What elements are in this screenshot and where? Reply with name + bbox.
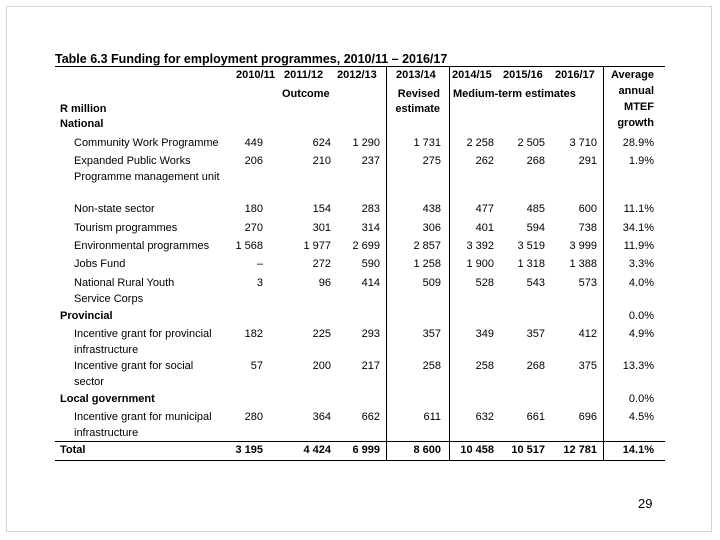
table-cell: 217 [361,360,380,372]
row-label: Non-state sector [74,203,155,215]
table-cell: 10 517 [511,444,545,456]
table-cell: 375 [578,360,597,372]
table-cell: 2 505 [517,137,545,149]
table-cell: 624 [312,137,331,149]
column-header-year: 2016/17 [555,69,595,81]
table-cell: 449 [244,137,263,149]
table-cell: 301 [312,222,331,234]
unit-label: R million [60,103,107,115]
table-cell: 590 [361,258,380,270]
table-cell: 268 [526,155,545,167]
table-cell: 632 [475,411,494,423]
table-cell: 154 [312,203,331,215]
row-label: sector [74,376,104,388]
table-cell: 210 [312,155,331,167]
table-cell: 180 [244,203,263,215]
row-label: Community Work Programme [74,137,219,149]
row-label: Local government [60,393,155,405]
table-cell: 280 [244,411,263,423]
row-label: National [60,118,104,130]
table-cell: 291 [578,155,597,167]
growth-header: Average [610,69,654,81]
table-cell: 662 [361,411,380,423]
column-header-year: 2014/15 [452,69,492,81]
table-cell: 661 [526,411,545,423]
growth-cell: 4.9% [628,328,654,340]
table-cell: 357 [526,328,545,340]
total-label: Total [60,444,86,456]
table-cell: 357 [422,328,441,340]
table-cell: 10 458 [460,444,494,456]
table-cell: 696 [578,411,597,423]
table-cell: 258 [475,360,494,372]
table-cell: 2 857 [413,240,441,252]
row-label: Programme management unit [74,171,220,183]
table-cell: 401 [475,222,494,234]
row-label: Incentive grant for social [74,360,194,372]
revised-header: estimate [395,103,440,115]
table-cell: 412 [578,328,597,340]
table-cell: 275 [422,155,441,167]
table-cell: 237 [361,155,380,167]
table-cell: 283 [361,203,380,215]
row-label: National Rural Youth [74,277,175,289]
column-header-year: 2015/16 [503,69,543,81]
growth-cell: 4.5% [628,411,654,423]
table-cell: 293 [361,328,380,340]
table-cell: 364 [312,411,331,423]
table-cell: 268 [526,360,545,372]
row-label: Provincial [60,310,113,322]
growth-cell: 11.9% [623,240,654,252]
table-cell: 3 195 [235,444,263,456]
growth-header: MTEF [624,101,654,113]
table-cell: 3 [256,277,263,289]
table-cell: 1 977 [303,240,331,252]
table-cell: 270 [244,222,263,234]
growth-cell: 4.0% [628,277,654,289]
table-cell: 12 781 [563,444,597,456]
table-cell: 2 258 [466,137,494,149]
table-cell: 57 [250,360,263,372]
row-label: Jobs Fund [74,258,126,270]
table-cell: 8 600 [413,444,441,456]
page-number: 29 [638,496,653,511]
growth-cell: 14.1% [622,444,654,456]
table-cell: 262 [475,155,494,167]
table-cell: 2 699 [352,240,380,252]
table-cell: 272 [312,258,331,270]
table-cell: 206 [244,155,263,167]
growth-cell: 1.9% [628,155,654,167]
table-cell: 1 258 [413,258,441,270]
table-cell: 611 [423,411,441,423]
column-header-year: 2013/14 [396,69,436,81]
table-cell: 349 [475,328,494,340]
table-cell: 3 710 [569,137,597,149]
row-label: infrastructure [74,344,139,356]
table-cell: 438 [422,203,441,215]
table-cell: 6 999 [352,444,380,456]
table-cell: 1 731 [413,137,441,149]
table-cell: 509 [422,277,441,289]
table-cell: 200 [312,360,331,372]
table-cell: 3 999 [569,240,597,252]
table-cell: 594 [526,222,545,234]
table-title: Table 6.3 Funding for employment programmes, 2010/11 – 2016/17 [55,52,448,66]
growth-cell: 13.3% [622,360,654,372]
table-cell: 306 [422,222,441,234]
table-cell: 1 900 [466,258,494,270]
row-label: infrastructure [74,427,139,439]
row-label: Incentive grant for provincial [74,328,212,340]
table-cell: – [256,258,263,270]
column-header-year: 2010/11 [236,69,276,81]
growth-cell: 3.3% [628,258,654,270]
table-cell: 3 392 [466,240,494,252]
table-cell: 414 [361,277,380,289]
table-cell: 1 568 [235,240,263,252]
table-cell: 314 [361,222,380,234]
growth-cell: 0.0% [628,310,654,322]
table-cell: 1 388 [569,258,597,270]
table-cell: 182 [244,328,263,340]
table-cell: 1 318 [517,258,545,270]
table-cell: 258 [422,360,441,372]
table-cell: 543 [526,277,545,289]
table-cell: 600 [578,203,597,215]
row-label: Expanded Public Works [74,155,191,167]
table-cell: 225 [312,328,331,340]
table-cell: 1 290 [352,137,380,149]
outcome-header: Outcome [282,88,330,100]
row-label: Environmental programmes [74,240,210,252]
table-cell: 96 [318,277,331,289]
growth-cell: 28.9% [622,137,654,149]
revised-header: Revised [397,88,440,100]
table-cell: 528 [475,277,494,289]
growth-header: growth [617,117,654,129]
table-cell: 477 [475,203,494,215]
table-cell: 3 519 [517,240,545,252]
column-header-year: 2012/13 [337,69,377,81]
row-label: Service Corps [74,293,144,305]
growth-header: annual [618,85,654,97]
table-cell: 4 424 [303,444,331,456]
row-label: Tourism programmes [74,222,178,234]
growth-cell: 11.1% [623,203,654,215]
growth-cell: 34.1% [622,222,654,234]
column-header-year: 2011/12 [284,69,324,81]
table-cell: 573 [578,277,597,289]
mtef-header: Medium-term estimates [453,88,576,100]
table-cell: 738 [578,222,597,234]
table-bottom-rule [55,460,665,461]
growth-cell: 0.0% [628,393,654,405]
table-cell: 485 [526,203,545,215]
row-label: Incentive grant for municipal [74,411,212,423]
